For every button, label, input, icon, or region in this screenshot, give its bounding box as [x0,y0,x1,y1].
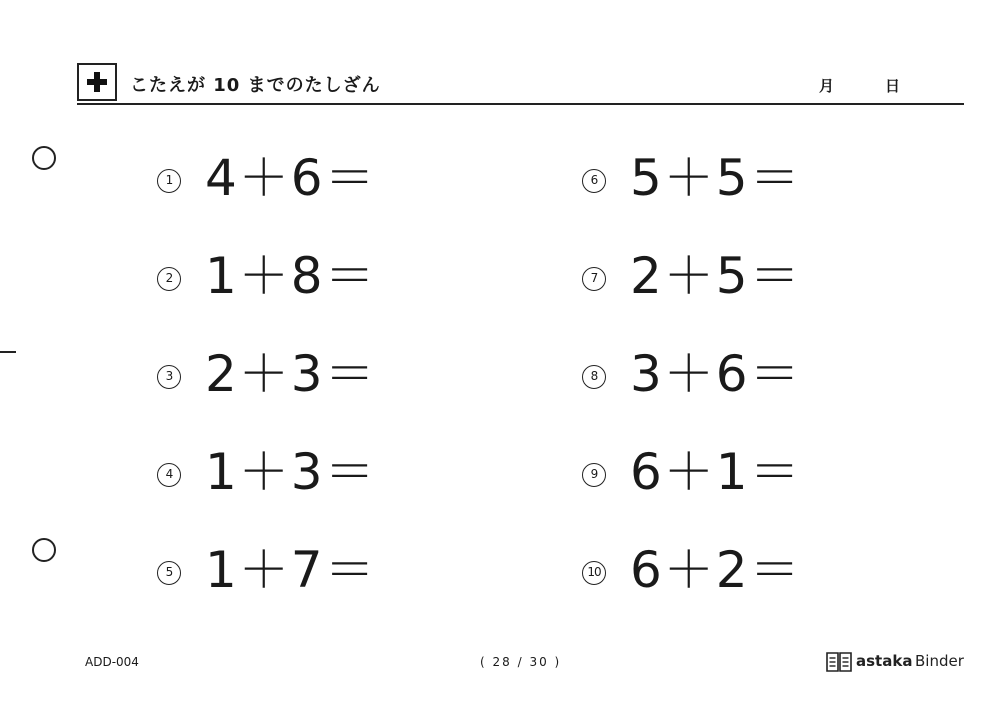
problem-expression: 1＋8＝ [205,247,377,305]
month-label: 月 [819,77,835,95]
problem-number: 6 [582,169,606,193]
problem-expression: 6＋1＝ [630,443,802,501]
fold-mark [0,351,16,353]
page-indicator: ( 28 / 30 ) [480,655,562,669]
binder-book-icon [826,650,852,672]
problem-number: 5 [157,561,181,585]
binder-hole-bottom [32,538,56,562]
binder-hole-top [32,146,56,170]
problem-expression: 5＋5＝ [630,149,802,207]
day-label: 日 [885,77,901,95]
problem-expression: 4＋6＝ [205,149,377,207]
worksheet-code: ADD-004 [85,655,139,669]
problem-expression: 2＋3＝ [205,345,377,403]
worksheet-header [77,63,964,105]
worksheet-title: こたえが 10 までのたしざん [130,75,381,96]
problem-number: 9 [582,463,606,487]
problem-number: 10 [582,561,606,585]
brand-name-bold: astaka [856,652,913,670]
problem-number: 7 [582,267,606,291]
problem-number: 8 [582,365,606,389]
problem-number: 2 [157,267,181,291]
plus-icon [77,63,117,101]
problem-number: 1 [157,169,181,193]
problem-number: 4 [157,463,181,487]
problem-expression: 2＋5＝ [630,247,802,305]
problem-expression: 1＋7＝ [205,541,377,599]
problem-expression: 6＋2＝ [630,541,802,599]
problem-number: 3 [157,365,181,389]
problem-expression: 1＋3＝ [205,443,377,501]
problem-expression: 3＋6＝ [630,345,802,403]
brand-name-regular: Binder [915,652,964,670]
